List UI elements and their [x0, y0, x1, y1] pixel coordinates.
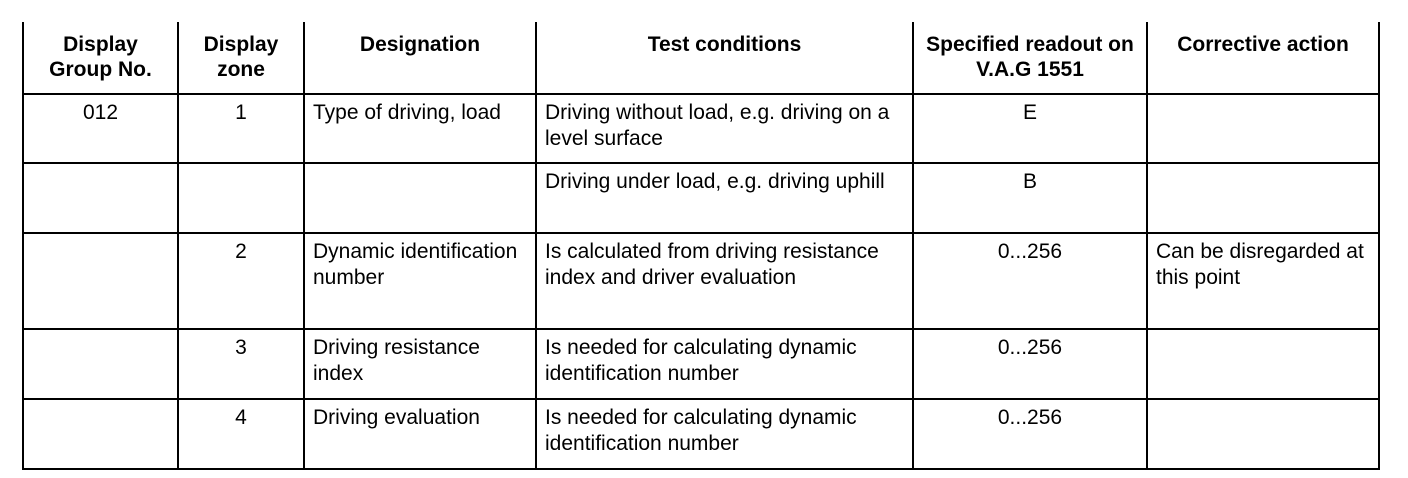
table-header-row [23, 22, 1379, 94]
cell-readout: 0...256 [913, 329, 1147, 399]
cell-designation [304, 163, 536, 233]
cell-readout: B [913, 163, 1147, 233]
cell-readout: 0...256 [913, 233, 1147, 329]
cell-zone: 4 [178, 399, 304, 469]
cell-conditions: Is needed for calculating dynamic identification number [536, 399, 913, 469]
cell-conditions: Driving under load, e.g. driving uphill [536, 163, 913, 233]
cell-action [1147, 399, 1379, 469]
table-row [23, 399, 1379, 469]
display-group-table [22, 22, 1380, 470]
table-row [23, 233, 1379, 329]
cell-zone: 1 [178, 94, 304, 163]
cell-action [1147, 94, 1379, 163]
table-row [23, 94, 1379, 163]
cell-conditions: Is calculated from driving resistance index and driver evaluation [536, 233, 913, 329]
cell-zone: 2 [178, 233, 304, 329]
cell-designation: Type of driving, load [304, 94, 536, 163]
cell-group [23, 233, 178, 329]
cell-designation: Driving resistance index [304, 329, 536, 399]
cell-action [1147, 329, 1379, 399]
cell-zone [178, 163, 304, 233]
cell-action [1147, 163, 1379, 233]
cell-designation: Driving evaluation [304, 399, 536, 469]
cell-group [23, 399, 178, 469]
header-specified-readout: Specified readout on V.A.G 1551 [913, 22, 1147, 94]
table-row [23, 329, 1379, 399]
table-row [23, 163, 1379, 233]
cell-zone: 3 [178, 329, 304, 399]
header-display-group: Display Group No. [23, 22, 178, 94]
cell-group: 012 [23, 94, 178, 163]
cell-action: Can be disregarded at this point [1147, 233, 1379, 329]
header-corrective-action: Corrective action [1147, 22, 1379, 94]
cell-conditions: Driving without load, e.g. driving on a level surface [536, 94, 913, 163]
header-display-zone: Display zone [178, 22, 304, 94]
cell-conditions: Is needed for calculating dynamic identification number [536, 329, 913, 399]
cell-designation: Dynamic identification number [304, 233, 536, 329]
cell-readout: E [913, 94, 1147, 163]
cell-group [23, 329, 178, 399]
cell-readout: 0...256 [913, 399, 1147, 469]
cell-group [23, 163, 178, 233]
header-designation: Designation [304, 22, 536, 94]
header-test-conditions: Test conditions [536, 22, 913, 94]
